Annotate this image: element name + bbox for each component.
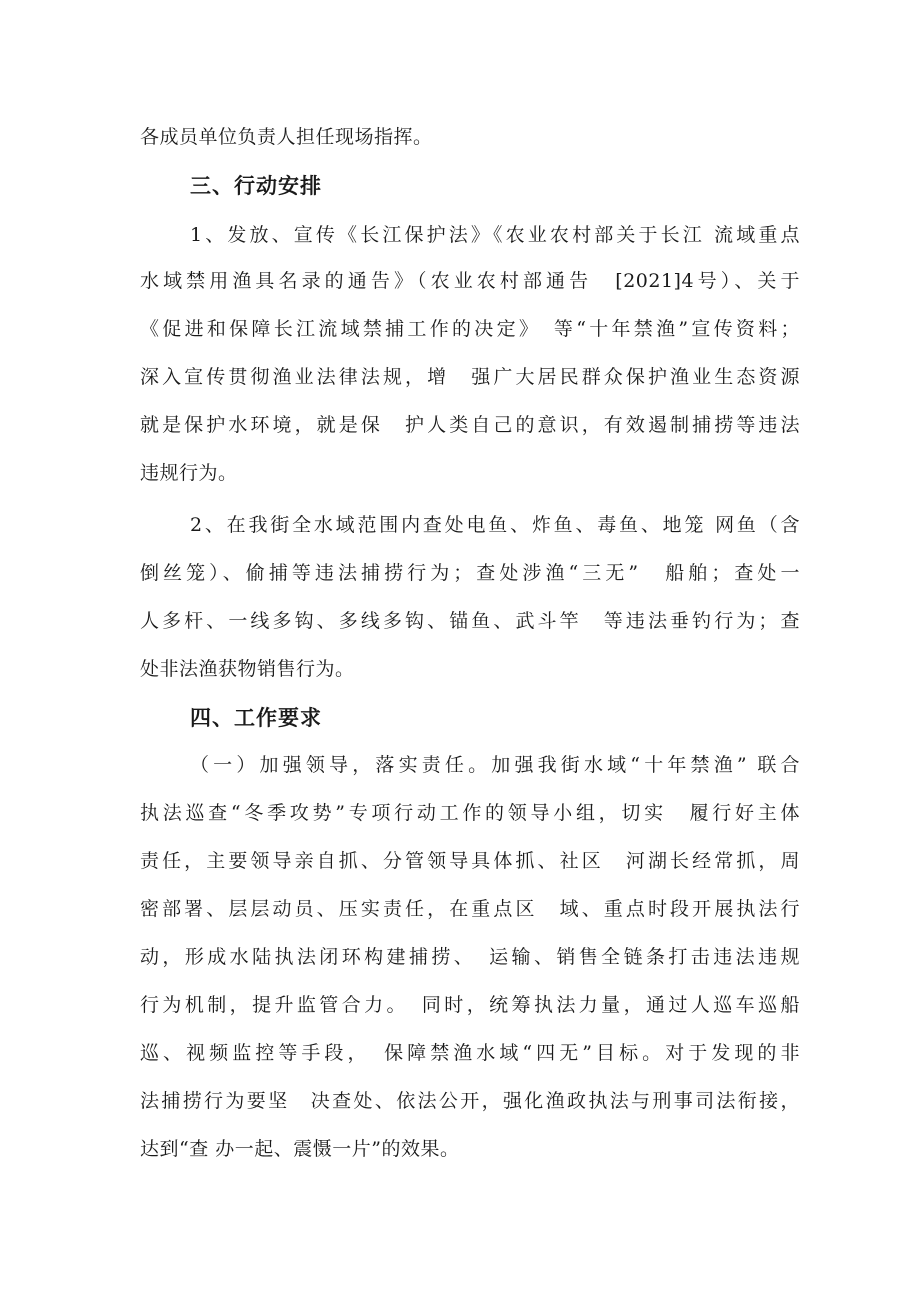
intro-line: 各成员单位负责人担任现场指挥。 xyxy=(140,126,433,148)
paragraph-line: 责任，主要领导亲自抓、分管领导具体抓、社区 河湖长经常抓，周 xyxy=(140,850,800,872)
paragraph-line: 倒丝笼）、偷捕等违法捕捞行为；查处涉渔“三无” 船舶；查处一 xyxy=(140,562,800,584)
paragraph-line: 水域禁用渔具名录的通告》（农业农村部通告 [2021]4号）、关于 xyxy=(140,270,800,292)
paragraph-line: 处非法渔获物销售行为。 xyxy=(140,658,355,680)
paragraph-line: 法捕捞行为要坚 决查处、依法公开，强化渔政执法与刑事司法衔接， xyxy=(140,1090,800,1112)
paragraph-line: 密部署、层层动员、压实责任，在重点区 域、重点时段开展执法行 xyxy=(140,898,800,920)
paragraph-line: （一）加强领导，落实责任。加强我街水域“十年禁渔” 联合 xyxy=(190,754,800,776)
paragraph-line: 执法巡查“冬季攻势”专项行动工作的领导小组，切实 履行好主体 xyxy=(140,802,800,824)
paragraph-line: 深入宣传贯彻渔业法律法规，增 强广大居民群众保护渔业生态资源 xyxy=(140,366,800,388)
paragraph-line: 行为机制，提升监管合力。 同时，统筹执法力量，通过人巡车巡船 xyxy=(140,994,800,1016)
section-heading-action-plan: 三、行动安排 xyxy=(190,174,322,198)
paragraph-line: 就是保护水环境，就是保 护人类自己的意识，有效遏制捕捞等违法 xyxy=(140,414,800,436)
paragraph-line: 达到“查 办一起、震慑一片”的效果。 xyxy=(140,1138,460,1160)
paragraph-line: 《促进和保障长江流域禁捕工作的决定》 等“十年禁渔”宣传资料； xyxy=(140,318,800,340)
paragraph-line: 动，形成水陆执法闭环构建捕捞、 运输、销售全链条打击违法违规 xyxy=(140,946,800,968)
paragraph-line: 巡、视频监控等手段， 保障禁渔水域“四无”目标。对于发现的非 xyxy=(140,1042,800,1064)
paragraph-line: 1、发放、宣传《长江保护法》《农业农村部关于长江 流域重点 xyxy=(190,224,800,246)
paragraph-line: 人多杆、一线多钩、多线多钩、锚鱼、武斗竿 等违法垂钓行为；查 xyxy=(140,610,800,632)
paragraph-line: 2、在我街全水域范围内查处电鱼、炸鱼、毒鱼、地笼 网鱼（含 xyxy=(190,514,800,536)
paragraph-line: 违规行为。 xyxy=(140,462,238,484)
section-heading-work-requirements: 四、工作要求 xyxy=(190,706,322,730)
